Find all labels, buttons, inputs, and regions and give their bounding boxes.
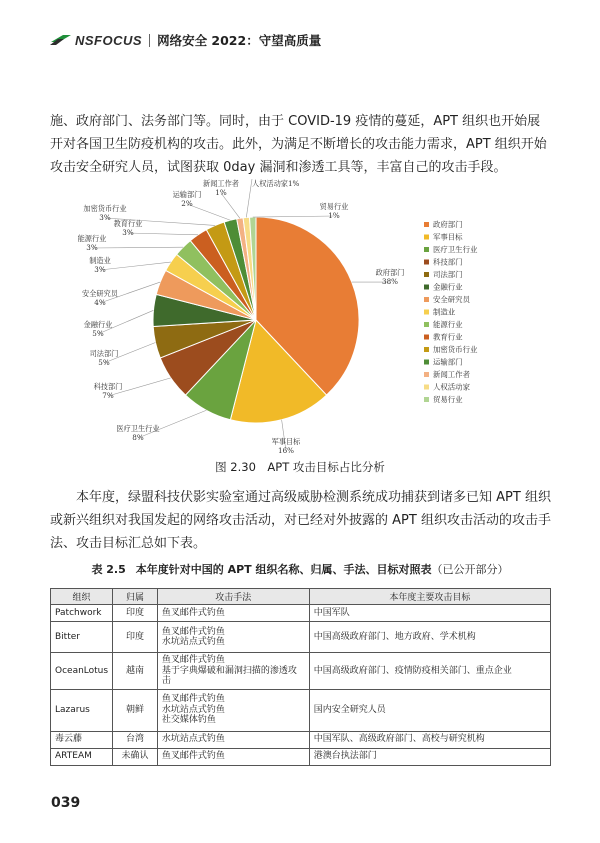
cell-targets: 中国军队、高级政府部门、高校与研究机构 <box>309 731 550 748</box>
legend-swatch-slice-1 <box>424 222 429 227</box>
nsfocus-logo-mark-icon <box>50 33 72 47</box>
pie-label-slice-12: 运输部门 2% <box>172 190 202 208</box>
pie-label-slice-1: 政府部门 38% <box>375 268 405 286</box>
legend-swatch-slice-7 <box>424 297 429 302</box>
method-line: 鱼叉邮件式钓鱼 <box>161 626 225 637</box>
cell-methods <box>157 689 309 731</box>
table-header-row <box>51 589 551 605</box>
table-caption <box>0 561 600 577</box>
cell-targets: 中国军队 <box>309 605 550 622</box>
legend-label-slice-2: 军事目标 <box>433 232 463 242</box>
cell-origin: 未确认 <box>113 748 158 765</box>
apt-groups-table <box>50 588 551 766</box>
pie-label-slice-7: 安全研究员 4% <box>82 289 118 307</box>
summary-paragraph: 本年度，绿盟科技伏影实验室通过高级威胁检测系统成功捕获到诸多已知 APT 组织或新兴组织对我国发起的网络攻击活动，对已经对外披露的 APT 组织攻击活动的攻击手法、攻击目标汇总如下表。 <box>50 490 551 551</box>
legend-swatch-slice-15 <box>424 397 429 402</box>
cell-methods <box>157 731 309 748</box>
legend-label-slice-7: 安全研究员 <box>433 295 470 304</box>
legend-label-slice-6: 金融行业 <box>433 282 463 292</box>
leader-line-slice-12 <box>187 204 230 220</box>
cell-org: 毒云藤 <box>51 731 113 748</box>
legend-label-slice-15: 贸易行业 <box>433 395 463 404</box>
logo-text: NSFOCUS <box>75 32 143 48</box>
cell-targets: 中国高级政府部门、地方政府、学术机构 <box>309 622 550 653</box>
legend-label-slice-10: 教育行业 <box>433 332 463 342</box>
legend-label-slice-9: 能源行业 <box>433 320 463 329</box>
cell-methods <box>157 653 309 690</box>
cell-targets: 中国高级政府部门、疫情防疫相关部门、重点企业 <box>309 653 550 690</box>
legend-label-slice-12: 运输部门 <box>433 357 463 367</box>
cell-org: Patchwork <box>51 605 113 622</box>
table-caption-title: 本年度针对中国的 APT 组织名称、归属、手法、目标对照表 <box>135 563 432 576</box>
method-line: 基于字典爆破和漏洞扫描的渗透攻击 <box>161 665 297 686</box>
cell-org: ARTEAM <box>51 748 113 765</box>
legend-swatch-slice-13 <box>424 372 429 377</box>
cell-org: OceanLotus <box>51 653 113 690</box>
cell-targets: 国内安全研究人员 <box>309 689 550 731</box>
cell-methods <box>157 748 309 765</box>
apt-target-pie-chart <box>60 179 550 455</box>
table-caption-note: （已公开部分） <box>431 563 509 576</box>
legend-swatch-slice-5 <box>424 272 429 277</box>
pie-label-slice-5: 司法部门 5% <box>89 349 119 367</box>
cell-methods <box>157 622 309 653</box>
legend-label-slice-3: 医疗卫生行业 <box>433 245 478 254</box>
cell-methods <box>157 605 309 622</box>
nsfocus-logo <box>50 33 142 48</box>
table-caption-number: 表 2.5 <box>91 563 126 576</box>
column-header-org: 组织 <box>51 589 113 605</box>
legend-label-slice-8: 制造业 <box>433 307 456 317</box>
legend-swatch-slice-9 <box>424 322 429 327</box>
method-line: 鱼叉邮件式钓鱼 <box>161 694 225 705</box>
legend-label-slice-13: 新闻工作者 <box>433 370 470 379</box>
legend-label-slice-5: 司法部门 <box>433 270 463 279</box>
table-row <box>51 653 551 690</box>
pie-label-slice-10: 教育行业 3% <box>113 219 143 237</box>
method-line: 鱼叉邮件式钓鱼 <box>161 655 225 665</box>
legend-label-slice-11: 加密货币行业 <box>433 345 478 354</box>
method-line: 水坑站点式钓鱼 <box>161 637 225 647</box>
page-number: 039 <box>51 795 81 811</box>
table-row <box>51 622 551 653</box>
pie-label-slice-3: 医疗卫生行业 8% <box>116 424 160 442</box>
column-header-methods: 攻击手法 <box>157 589 309 605</box>
table-row <box>51 731 551 748</box>
pie-label-slice-13: 新闻工作者 1% <box>203 179 239 197</box>
cell-origin: 越南 <box>113 653 158 690</box>
legend-swatch-slice-10 <box>424 335 429 340</box>
legend-swatch-slice-3 <box>424 247 429 252</box>
leader-line-slice-10 <box>128 233 198 235</box>
pie-label-slice-15: 贸易行业 1% <box>319 202 349 220</box>
figure-caption: 图 2.30 APT 攻击目标占比分析 <box>215 460 385 474</box>
pie-legend <box>424 220 478 404</box>
pie-label-slice-9: 能源行业 3% <box>77 234 107 252</box>
pie-label-slice-6: 金融行业 5% <box>83 320 113 338</box>
column-header-origin: 归属 <box>113 589 158 605</box>
pie-label-slice-8: 制造业 3% <box>89 256 111 274</box>
intro-paragraph: 施、政府部门、法务部门等。同时，由于 COVID-19 疫情的蔓延，APT 组织也开始展开对各国卫生防疫机构的攻击。此外，为满足不断增长的攻击能力需求，APT 组织开始攻击安全研究人员，试图获取 0day 漏洞和渗透工具等，丰富自己的攻击手段。 <box>50 114 547 175</box>
table-row <box>51 605 551 622</box>
legend-swatch-slice-8 <box>424 310 429 315</box>
cell-origin: 印度 <box>113 622 158 653</box>
header-title: 网络安全 2022：守望高质量 <box>157 33 322 48</box>
table-row <box>51 689 551 731</box>
column-header-targets: 本年度主要攻击目标 <box>309 589 550 605</box>
legend-swatch-slice-4 <box>424 260 429 265</box>
header-separator <box>149 34 150 47</box>
pie-label-slice-4: 科技部门 7% <box>93 382 123 400</box>
method-line: 鱼叉邮件式钓鱼 <box>161 607 225 618</box>
legend-swatch-slice-11 <box>424 347 429 352</box>
pie-label-slice-2: 军事目标 16% <box>271 437 301 455</box>
legend-label-slice-4: 科技部门 <box>433 257 463 267</box>
pie-label-slice-11: 加密货币行业 3% <box>83 204 127 222</box>
legend-label-slice-1: 政府部门 <box>433 220 463 229</box>
leader-line-slice-15 <box>253 216 334 217</box>
cell-origin: 印度 <box>113 605 158 622</box>
pie-label-slice-14: 人权活动家1% <box>252 179 300 188</box>
legend-swatch-slice-12 <box>424 360 429 365</box>
legend-swatch-slice-2 <box>424 235 429 240</box>
legend-swatch-slice-6 <box>424 285 429 290</box>
legend-label-slice-14: 人权活动家 <box>433 382 470 392</box>
leader-line-slice-9 <box>92 247 183 248</box>
cell-org: Lazarus <box>51 689 113 731</box>
method-line: 社交媒体钓鱼 <box>161 715 216 726</box>
page-header <box>50 29 321 51</box>
cell-targets: 港澳台执法部门 <box>309 748 550 765</box>
method-line: 水坑站点式钓鱼 <box>161 734 225 745</box>
cell-origin: 台湾 <box>113 731 158 748</box>
cell-origin: 朝鲜 <box>113 689 158 731</box>
pie-slices <box>153 217 359 423</box>
cell-org: Bitter <box>51 622 113 653</box>
method-line: 鱼叉邮件式钓鱼 <box>161 751 225 762</box>
table-row <box>51 748 551 765</box>
method-line: 水坑站点式钓鱼 <box>161 704 225 715</box>
legend-swatch-slice-14 <box>424 385 429 390</box>
